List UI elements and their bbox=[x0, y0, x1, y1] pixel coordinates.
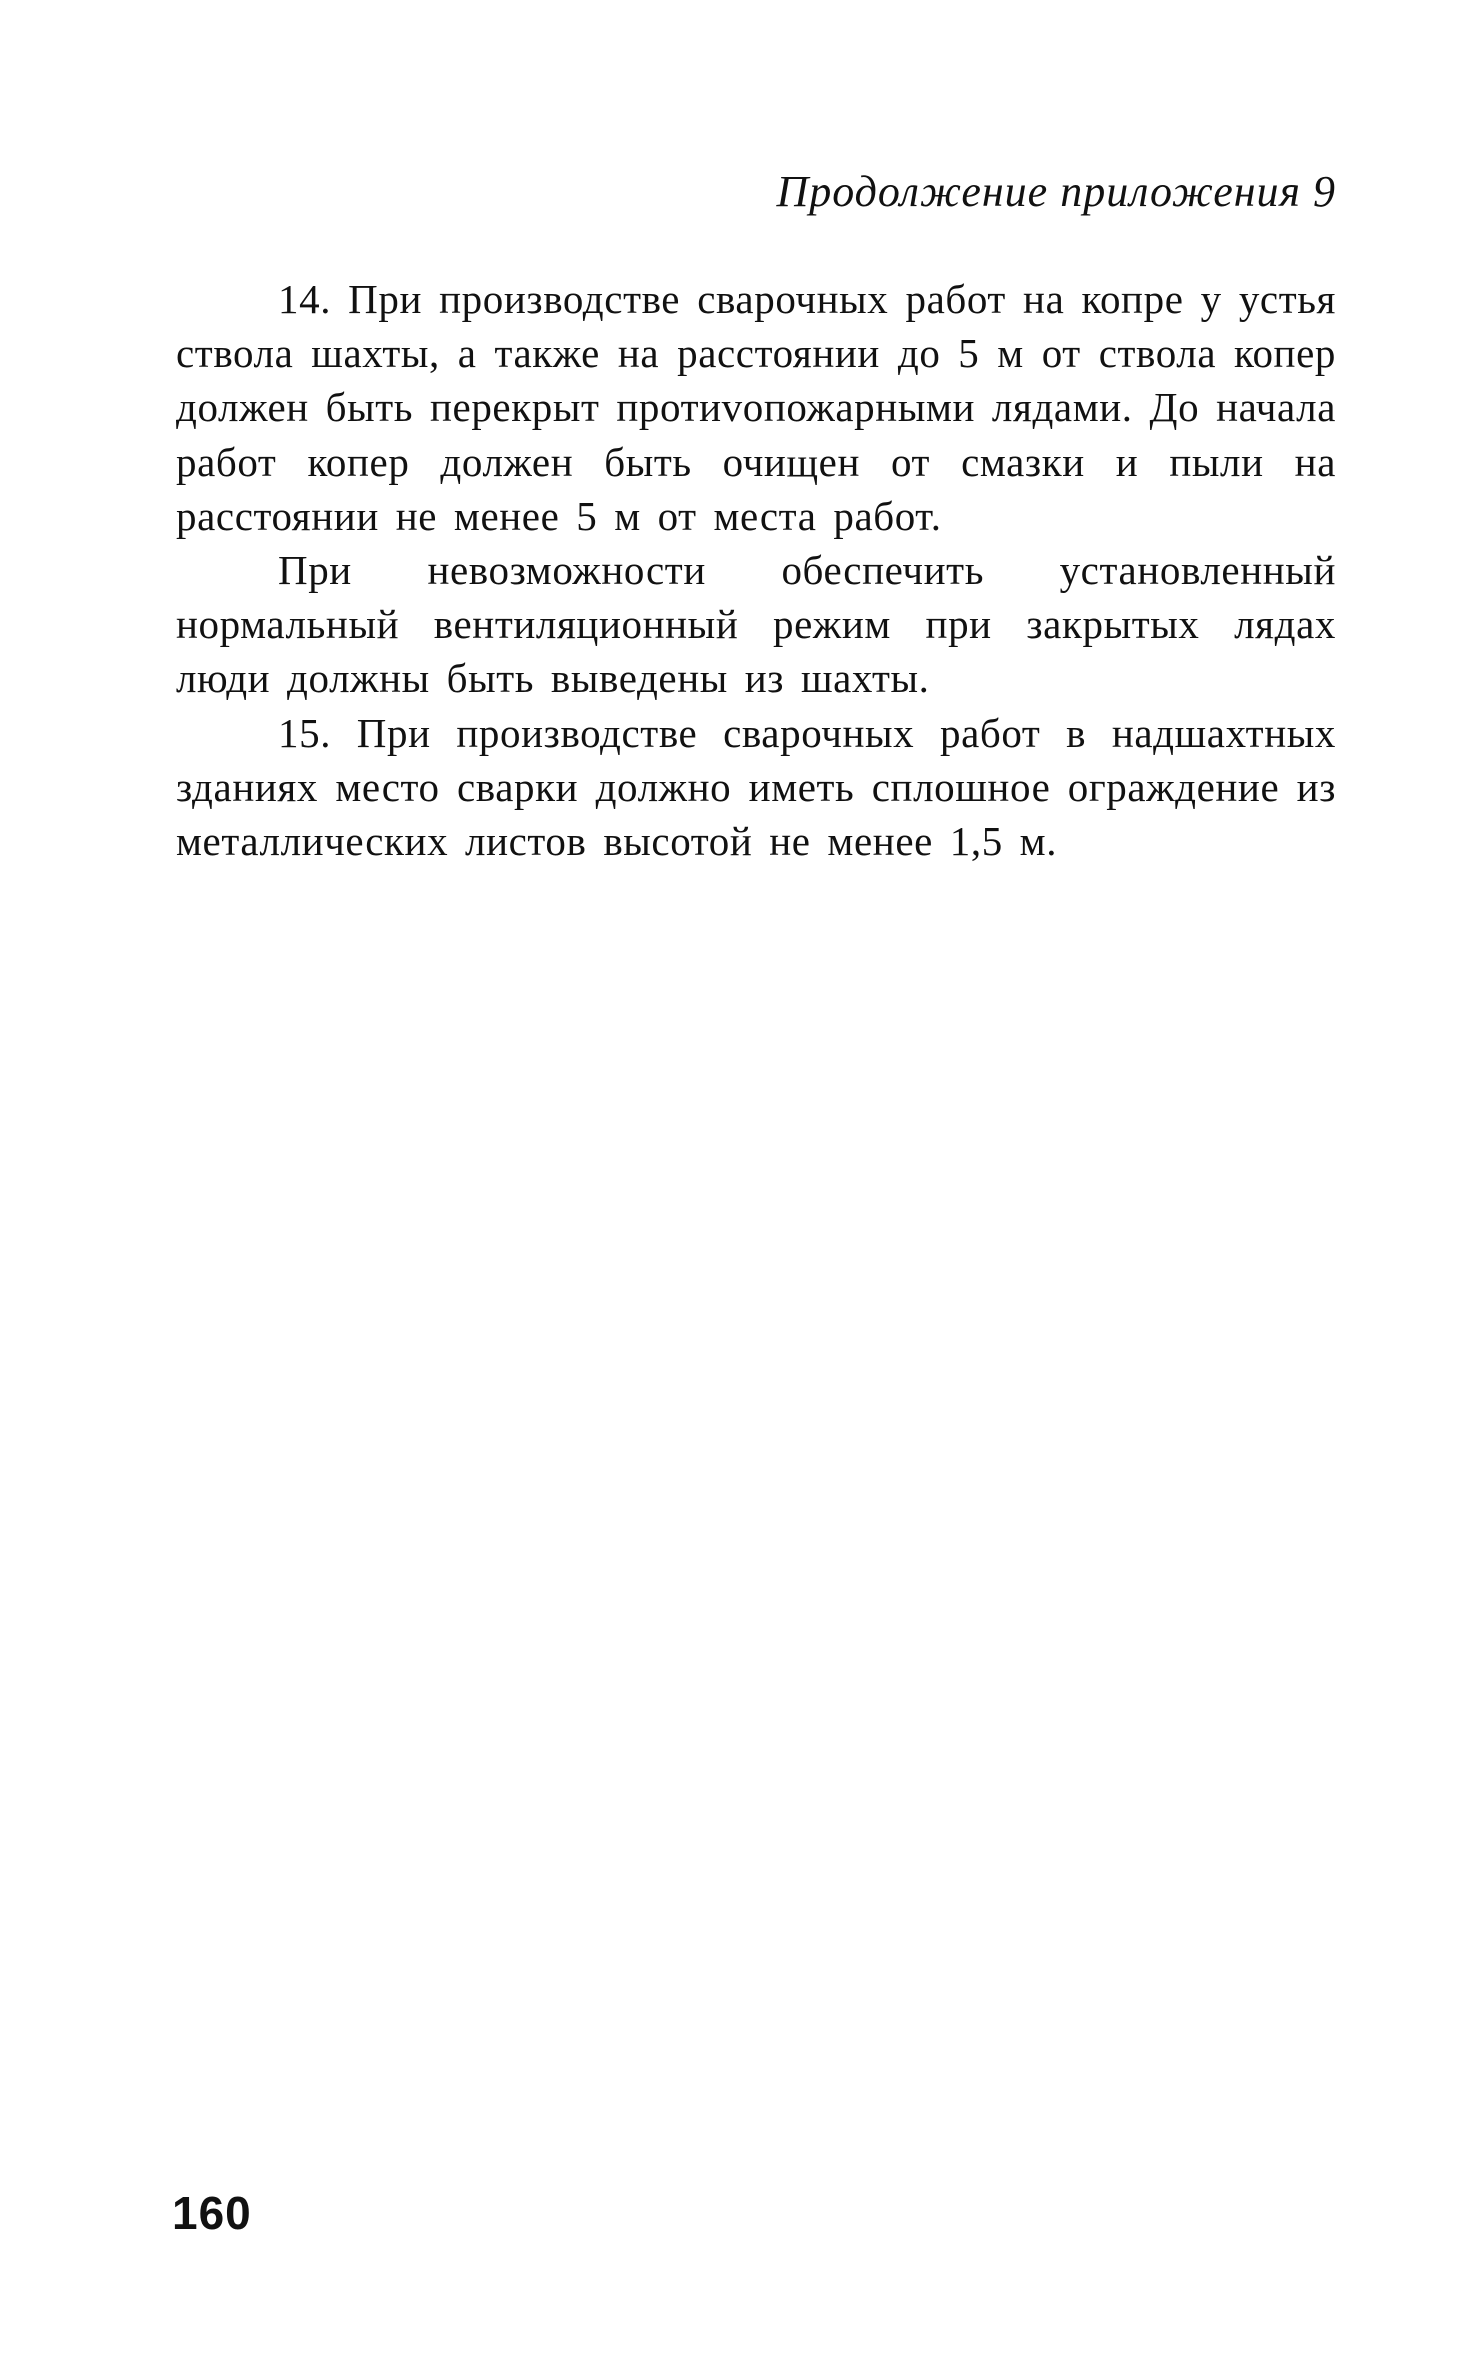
body-text bbox=[176, 272, 1336, 868]
paragraph-ventilation: При невозможности обеспечить установленный нормальный вентиляционный режим при закрытых лядах люди должны быть выведены из шахты. bbox=[176, 547, 1336, 702]
paragraph-item-14: 14. При производстве сварочных работ на копре у устья ствола шахты, а также на расстоянии до 5 м от ствола копер должен быть перекрыт протиvопожарными лядами. До начала работ копер должен быть очищен от смазки и пыли на расстоянии не менее 5 м от места работ. bbox=[176, 276, 1336, 539]
page-number: 160 bbox=[172, 2187, 252, 2239]
running-header: Продолжение приложения 9 bbox=[776, 167, 1336, 216]
paragraph-item-15: 15. При производстве сварочных работ в надшахтных зданиях место сварки должно иметь сплошное ограждение из металлических листов высотой не менее 1,5 м. bbox=[176, 709, 1336, 865]
